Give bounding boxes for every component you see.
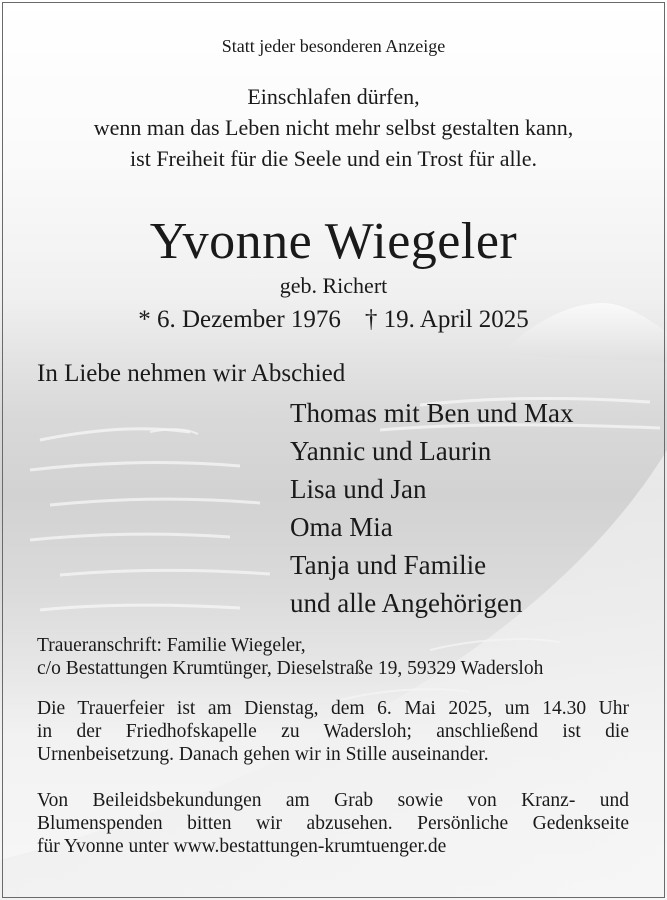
mourners-list (290, 394, 573, 622)
address-line: Traueranschrift: Familie Wiegeler, (37, 635, 306, 656)
farewell-line: In Liebe nehmen wir Abschied (37, 360, 346, 387)
mourner-item: Thomas mit Ben und Max (290, 398, 574, 428)
ceremony-line: Urnenbeisetzung. Danach gehen wir in Stille auseinander. (37, 744, 489, 765)
condolence-block (37, 789, 629, 858)
ceremony-line: Die Trauerfeier ist am Dienstag, dem 6. Mai 2025, um 14.30 Uhr (37, 698, 629, 719)
mourner-item: und alle Angehörigen (290, 588, 523, 618)
deceased-name: Yvonne Wiegeler (149, 213, 518, 270)
motto-line: Einschlafen dürfen, (247, 84, 420, 109)
mourner-item: Lisa und Jan (290, 474, 427, 504)
ceremony-line: in der Friedhofskapelle zu Wadersloh; anschließend ist die (37, 721, 629, 742)
maiden-name: geb. Richert (279, 273, 388, 298)
death-date: † 19. April 2025 (364, 306, 529, 333)
mourner-item: Oma Mia (290, 512, 393, 542)
birth-date: * 6. Dezember 1976 (138, 306, 341, 333)
motto-verse (0, 81, 667, 174)
mourner-item: Yannic und Laurin (290, 436, 492, 466)
condolence-line: für Yvonne unter www.bestattungen-krumtuenger.de (37, 836, 447, 857)
address-block (37, 634, 629, 680)
motto-line: ist Freiheit für die Seele und ein Trost für alle. (130, 146, 537, 171)
motto-line: wenn man das Leben nicht mehr selbst gestalten kann, (93, 115, 574, 140)
address-line: c/o Bestattungen Krumtünger, Dieselstraße 19, 59329 Wadersloh (37, 658, 544, 679)
notice-header: Statt jeder besonderen Anzeige (221, 36, 446, 56)
condolence-line: Blumenspenden bitten wir abzusehen. Persönliche Gedenkseite (37, 813, 629, 834)
mourner-item: Tanja und Familie (290, 550, 487, 580)
life-dates (0, 306, 667, 334)
ceremony-block (37, 697, 629, 766)
condolence-line: Von Beileidsbekundungen am Grab sowie von Kranz- und (37, 790, 629, 811)
